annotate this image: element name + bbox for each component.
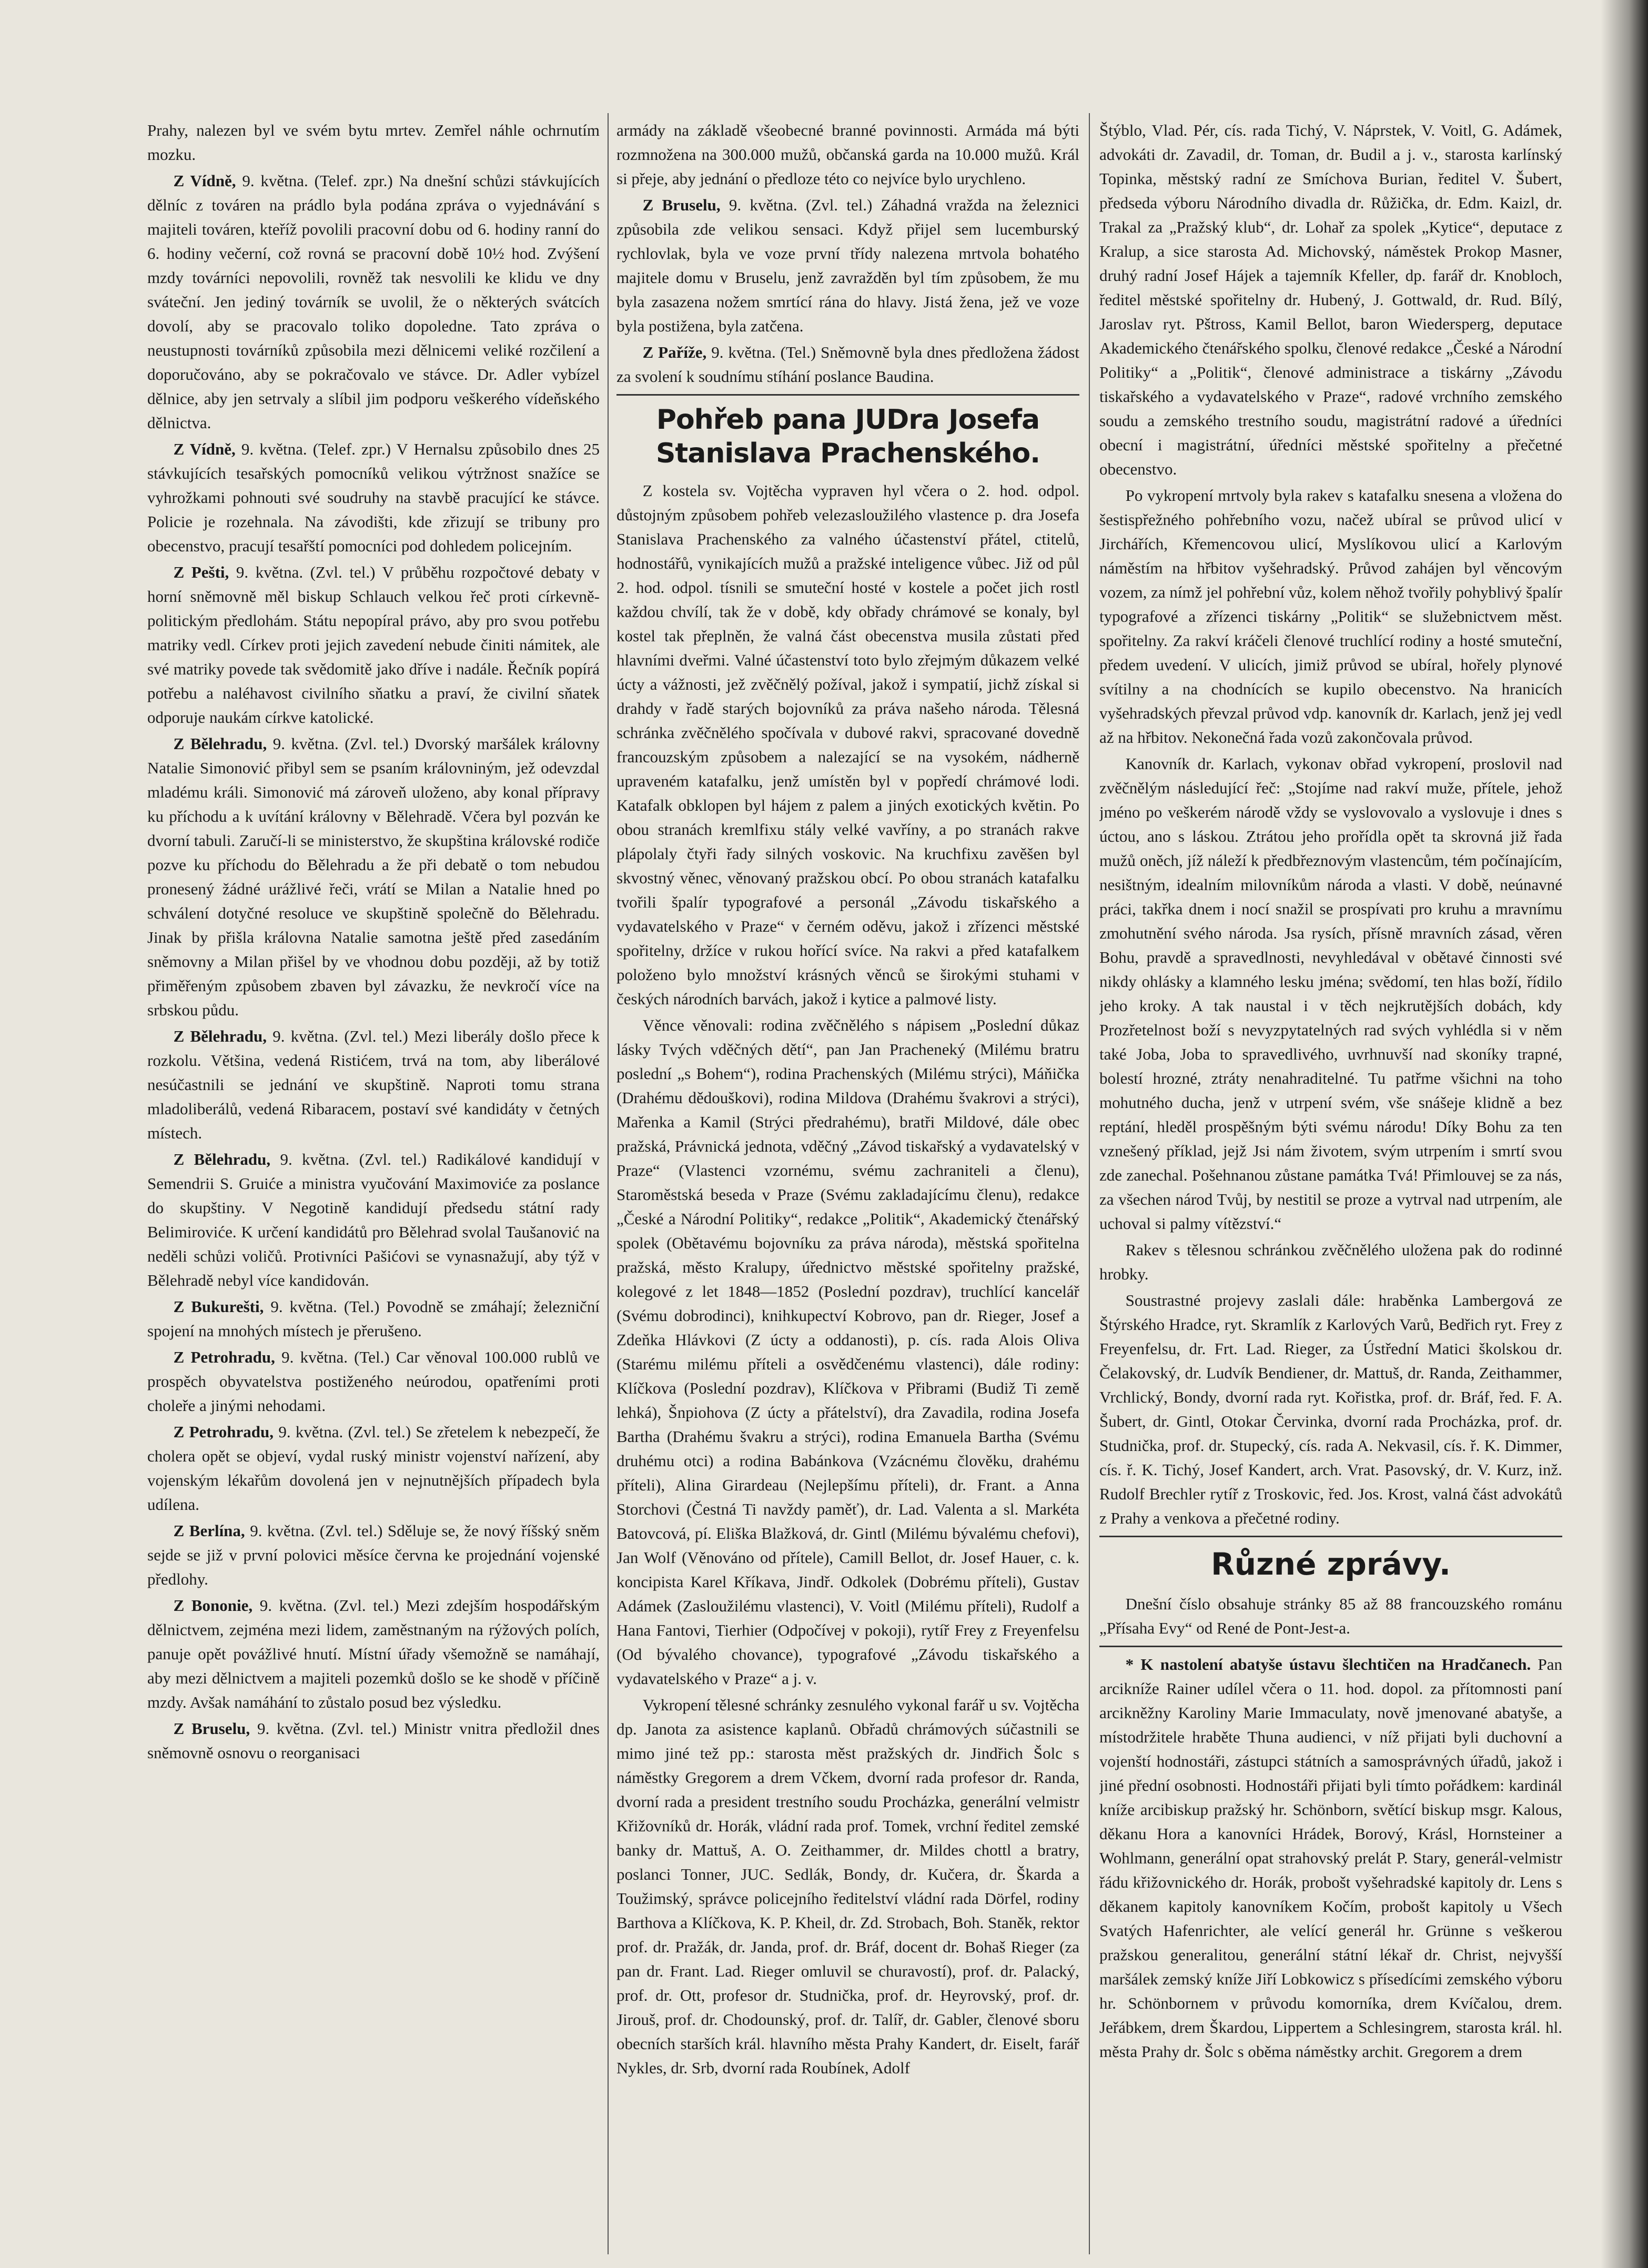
news-text: 9. května. (Zvl. tel.) Dvorský maršálek královny Natalie Simonović přibyl sem se psaním královniným, jež odevzdal mladému králi. Simonović má zároveň uloženo, aby konal přípravy ku příchodu a k uvítání královny v Bělehradě. Včera byl pozván ke dvorní tabuli. Zaručí-li se ministerstvo, že skupština královské rodiče pozve ku příchodu do Bělehradu a že při debatě o tom nebudou pronesený žádné urážlivé řeči, vrátí se Milan a Natalie hned po schválení dotyčné resoluce ve skupštině společně do Bělehradu. Jinak by přišla královna Natalie samotna ještě před zasedáním sněmovny a Milan přišel by ve vhodnou dobu později, až by totiž přiměřeným způsobem zbaven byl závazku, že nevkročí více na srbskou půdu.: [147, 734, 600, 1019]
dateline: Z Bělehradu,: [173, 1150, 271, 1168]
news-item: [147, 732, 600, 1022]
column-middle: [616, 118, 1079, 2249]
news-text: 9. května. (Telef. zpr.) Na dnešní schůzi stávkujících dělníc z továren na prádlo byla podána zpráva o vyjednávání s majiteli továren, kteříž povolili pracovní dobu od 6. hodiny ranní do 6. hodiny večerní, což rovná se pracovní době 10½ hod. Zvýšení mzdy továrníci nepovolili, rovněž tak nesvolili ke klidu ve dny sváteční. Jen jediný továrník se uvolil, že o některých svátcích dovolí, aby se pracovalo toliko dopoledne. Tato zpráva o neustupnosti továrníků způsobila mezi dělnicemi veliké rozčilení a doporučováno, aby se pokračovalo ve stávce. Dr. Adler vybízel dělnice, aby jen setrvaly a slíbil jim podporu veškerého vídeňského dělnictva.: [147, 172, 600, 432]
news-item: [616, 193, 1079, 338]
article-text: Rakev s tělesnou schránkou zvěčnělého uložena pak do rodinné hrobky.: [1099, 1241, 1562, 1283]
news-subheading: * K nastolení abatyše ústavu šlechtičen na Hradčanech.: [1125, 1655, 1531, 1674]
news-text: 9. května. (Zvl. tel.) Se zřetelem k nebezpečí, že cholera opět se objeví, vydal ruský ministr vojenství nařízení, aby vojenským lékařům dovolená jen v nejnutnějších případech byla udílena.: [147, 1423, 600, 1514]
dateline: Z Petrohradu,: [173, 1423, 274, 1441]
article-text: Soustrastné projevy zaslali dále: hraběnka Lambergová ze Štýrského Hradce, ryt. Skramlík z Karlových Varů, Bedřich ryt. Frey z Freyenfelsu, dr. Frt. Lad. Rieger, za Ústřední Matici školskou dr. Čelakovský, dr. Ludvík Bendiener, dr. Mattuš, dr. Randa, Zeithammer, Vrchlický, Bondy, dvorní rada ryt. Kořistka, prof. dr. Bráf, řed. F. A. Šubert, dr. Gintl, Otokar Červinka, dvorní rada Procházka, prof. dr. Studnička, prof. dr. Stupecký, cís. rada A. Nekvasil, cís. ř. K. Dimmer, cís. ř. K. Tichý, Josef Kandert, arch. Vrat. Pasovský, dr. V. Kurz, inž. Rudolf Brechler rytíř z Troskovic, řed. Jos. Krost, valná část advokátů z Prahy a venkova a přečetné rodiny.: [1099, 1291, 1562, 1527]
news-text: 9. května. (Zvl. tel.) Radikálové kandidují v Semendrii S. Gruiće a ministra vyučování Maximoviće za poslance do skupštiny. V Negotině kandidují předsedu státní rady Belimiroviće. K určení kandidátů pro Bělehrad svolal Taušanović na neděli schůzi voličů. Protivníci Pašićovi se vynasnažují, aby týž v Bělehradě nebyl více kandidován.: [147, 1150, 600, 1289]
article-text: Prahy, nalezen byl ve svém bytu mrtev. Zemřel náhle ochrnutím mozku.: [147, 121, 600, 164]
news-text: 9. května. (Tel.) Sněmovně byla dnes předložena žádost za svolení k soudnímu stíhání poslance Baudina.: [616, 343, 1079, 386]
article-text: Z kostela sv. Vojtěcha vypraven hyl včera o 2. hod. odpol. důstojným způsobem pohřeb velezasloužilého vlastence p. dra Josefa Stanislava Prachenského za valného účastenství přátel, ctitelů, hodnostářů, vynikajících mužů a pražské inteligence vůbec. Již od půl 2. hod. odpol. tísnili se smuteční hosté v kostele a počet jich rostl každou chvílí, tak že v době, kdy obřady chrámové se konaly, byl kostel tak přeplněn, že valná část obecenstva musila zůstati před hlavními dveřmi. Valné účastenství toto bylo zřejmým důkazem velké úcty a vážnosti, jež zvěčnělý požíval, jakož i sympatií, jichž získal si drahdy v řadě starých bojovníků za práva našeho národa. Tělesná schránka zvěčnělého spočívala v dubové rakvi, spracované dovedně francouzským způsobem a nalezající se na vysokém, nádherně upraveném katafalku, jenž umístěn byl v popředí chrámové lodi. Katafalk obklopen byl hájem z palem a jiných exotických květin. Po obou stranách kremlfixu stály velké vavříny, a po stranách rakve plápolaly čtyři řady silných voskovic. Na kruchfixu zavěšen byl skvostný věnec, věnovaný pražskou obcí. Po obou stranách katafalku tvořili špalír typografové a personál „Závodu tiskařského a vydavatelského v Praze“ v černém oděvu, jakož i zřízenci městské spořitelny, držíce v rukou hořící svíce. Na rakvi a před katafalkem položeno bylo množství krásných věnců se širokými stuhami v českých národních barvách, jakož i kytice a palmové listy.: [616, 481, 1079, 1008]
news-text: Pan arcikníže Rainer udílel včera o 11. hod. dopol. za přítomnosti paní arcikněžny Karoliny Marie Immaculaty, nově jmenované abatyše, a místodržitele hraběte Thuna audienci, v níž přijati byli duchovní a vojenští hodnostáři, zástupci státních a samosprávných úřadů, jakož i jiné přední osobnosti. Hodnostáři přijati byli tímto pořádkem: kardinál kníže arcibiskup pražský hr. Schönborn, světící biskup msgr. Kalous, děkanu Hora a kanovníci Hrádek, Borový, Krásl, Hornsteiner a Wohlmann, generální opat strahovský prelát P. Stary, generál-velmistr řádu křižovnického dr. Horák, probošt vyšehradské kapitoly dr. Lens s děkanem kapitoly kanovníkem Kočím, probošt kapitoly u Všech Svatých Hafenrichter, ale velící generál hr. Grünne s veškerou pražskou generalitou, generální státní lékař dr. Christ, nejvyšší maršálek zemský kníže Jiří Lobkowicz s přísedícími zemského výboru hr. Schönbornem v průvodu komorníka, drem Kvíčalou, drem. Jeřábkem, drem Škardou, Lippertem a Schlesingrem, starosta král. hl. města Prahy dr. Šolc s oběma náměstky archit. Gregorem a drem: [1099, 1655, 1562, 2061]
dateline: Z Petrohradu,: [173, 1348, 275, 1366]
article-text: Kanovník dr. Karlach, vykonav obřad vykropení, proslovil nad zvěčnělým následující řeč: „Stojíme nad rakví muže, přítele, jehož jméno po veškerém národě vždy se vyslovovalo a vyslovuje i dnes s úctou, ano s láskou. Ztrátou jeho prořídla opět ta skrovná již řada mužů oněch, jíž náleží k předbřeznovým vlastencům, tém počínajícím, nesištným, idealním milovníkům národa a vlasti. V době, neúnavné práci, takřka dnem i nocí snažil se prospívati pro kruhu a mravnímu zmohutnění svého národa. Jsa rysích, přísně mravních zásad, věren Bohu, pravdě a spravedlnosti, nevyhledával v obětavé činnosti své nikdy ohlásky a klamného lesku jména; svědomí, ten hlas boží, řídilo jeho kroky. A tak naustal i v těch nejkrutějších dobách, kdy Prozřetelnost boží s nevyzpytatelných rad svých vyhlédla si v něm také Joba, Joba to spravedlivého, uvrhnuvší nad skoníky trapné, bolestí hrozné, ztráty nenahraditelné. Tu patřme všichni na toho mohutného ducha, jenž v utrpení svém, vše snášeje klidně a bez reptání, hleděl prospěšným býti svému národu! Díky Bohu za ten vznešený příklad, jejž Jsi nám životem, svým utrpením i smrtí svou zde zanechal. Pošehnanou zůstane památka Tvá! Přimlouvej se za nás, za všechen národ Tvůj, by nestitil se proze a vytrval nad utrpením, ale uchoval si palmy vítězství.“: [1099, 754, 1562, 1233]
news-item: [616, 340, 1079, 389]
news-item: [147, 1420, 600, 1517]
dateline: Z Bělehradu,: [173, 734, 267, 753]
news-item: [147, 1594, 600, 1715]
news-text: 9. května. (Tel.) Car věnoval 100.000 rublů ve prospěch obyvatelstva postiženého neúrodou, opatřeními proti choleře a jinými nehodami.: [147, 1348, 600, 1415]
news-item: [147, 1717, 600, 1765]
news-text: 9. května. (Zvl. tel.) Ministr vnitra předložil dnes sněmovně osnovu o reorganisaci: [147, 1719, 600, 1762]
misc-news-headline: Různé zprávy.: [1211, 1546, 1451, 1582]
section-divider: [1099, 1536, 1562, 1537]
article-text: Vykropení tělesné schránky zesnulého vykonal farář u sv. Vojtěcha dp. Janota za asistence kaplanů. Obřadů chrámových súčastnili se mimo jiné tež pp.: starosta měst pražských dr. Jindřich Šolc s náměstky Gregorem a drem Včkem, dvorní rada profesor dr. Randa, dvorní rada a president trestního soudu Procházka, generální velmistr Křižovníků dr. Horák, vládní rada prof. Tomek, vrchní ředitel zemské banky dr. Mattuš, A. O. Zeithammer, dr. Mildes chottl a bratry, poslanci Tonner, JUC. Sedlák, Bondy, dr. Kučera, dr. Škarda a Toužimský, správce policejního ředitelství vládní rada Dörfel, rodiny Barthova a Klíčkova, K. P. Kheil, dr. Zd. Strobach, Boh. Staněk, rektor prof. dr. Pražák, dr. Janda, prof. dr. Bráf, docent dr. Bohaš Rieger (za pan dr. Frant. Lad. Rieger omluvil se churavostí), prof. dr. Palacký, prof. dr. Ott, profesor dr. Studnička, prof. dr. Heyrovský, prof. dr. Jirouš, prof. dr. Chodounský, prof. dr. Talíř, dr. Gabler, členové sboru obecních starších král. hlavního města Prahy Kandert, dr. Eiselt, farář Nykles, dr. Srb, dvorní rada Roubínek, Adolf: [616, 1696, 1079, 2077]
news-item: [147, 1345, 600, 1418]
dateline: Z Paříže,: [642, 343, 707, 361]
dateline: Z Bruselu,: [642, 196, 721, 214]
news-text: 9. května. (Zvl. tel.) Záhadná vražda na železnici způsobila zde velikou sensaci. Když přijel sem lucemburský rychlovlak, byla ve voze první třídy nalezena mrtvola bohatého majitele domu v Bruselu, jenž zavražděn byl tím způsobem, že mu byla zasazena nožem smrtící rána do hlavy. Jistá žena, jež ve voze byla postižena, byla zatčena.: [616, 196, 1079, 335]
news-item: [147, 1295, 600, 1343]
column-rule-1: [608, 113, 609, 2254]
dateline: Z Vídně,: [173, 440, 236, 458]
page-binding-shadow: [1601, 0, 1648, 2268]
news-text: 9. května. (Zvl. tel.) Mezi liberály došlo přece k rozkolu. Většina, vedená Ristićem, trvá na tom, aby liberálové nesúčastnili se jednání ve skupštině. Naproti tomu strana mladoliberálů, vedená Ribaracem, postaví své kandidáty v četných místech.: [147, 1027, 600, 1142]
news-text: 9. května. (Zvl. tel.) Sděluje se, že nový říšský sněm sejde se již v první polovici měsíce června ke projednání vojenské předlohy.: [147, 1521, 600, 1588]
news-item: [1099, 1652, 1562, 2064]
column-right: [1099, 118, 1562, 2249]
column-left: [147, 118, 600, 2249]
news-item: [147, 1147, 600, 1293]
news-item: [147, 1519, 600, 1591]
dateline: Z Bělehradu,: [173, 1027, 267, 1045]
news-item: [147, 560, 600, 730]
section-divider: [1099, 1646, 1562, 1647]
news-item: [147, 437, 600, 558]
article-text: Věnce věnovali: rodina zvěčnělého s nápisem „Poslední důkaz lásky Tvých vděčných dětí“, pan Jan Pracheneký (Milému bratru poslední „s Bohem“), rodina Prachenských (Milému strýci), Máňička (Drahému dědouškovi), rodina Mildova (Drahému švakrovi a strýci), Mařenka a Kamil (Strýci předrahému), bratři Mildové, dále obec pražská, Právnická jednota, vděčný „Závod tiskařský a vydavatelský v Praze“ (Vlastenci vzornému, svému zachraniteli a členu), Staroměstská beseda v Praze (Svému zakladajícímu členu), redakce „České a Národní Politiky“, redakce „Politik“, Akademický čtenářský spolek (Obětavému bojovníku za práva národa), městská spořitelna pražská, město Kralupy, úřednictvo městské spořitelny pražské, kolegové z let 1848—1852 (Poslední pozdrav), truchlící kancelář (Svému dobrodinci), knihkupectví Kobrovo, pan dr. Rieger, Josef a Zdeňka Hlávkovi (Z úcty a oddanosti), p. cís. rada Alois Oliva (Starému milému příteli a osvědčenému vlastenci), dále rodiny: Klíčkova (Poslední pozdrav), Klíčkova v Přibrami (Budiž Ti země lehká), Šnpiohova (Z úcty a přátelství), dra Zavadila, rodina Josefa Bartha (Drahému švakru a strýci), rodina Emanuela Bartha (Svému druhému otci) a rodina Babánkova (Vzácnému člověku, drahému příteli), Alina Girardeau (Nejlepšímu příteli), dr. Frant. a Anna Storchovi (Čestná Ti navždy paměť), dr. Lad. Valenta a sl. Markéta Batovcová, pí. Eliška Blažková, dr. Gintl (Milému bývalému chefovi), Jan Wolf (Věnováno od přítele), Camill Bellot, dr. Josef Hauer, c. k. koncipista Karel Kříkava, Jindř. Odkolek (Dobrému příteli), Gustav Adámek (Zasloužilému vlastenci), V. Voitl (Milému příteli), Rudolf a Hana Fantovi, Tierhier (Odpočívej v pokoji), rytíř Frey z Freyenfelsu (Od bývalého chovance), typografové „Závodu tiskařského a vydavatelského v Praze“ a j. v.: [616, 1016, 1079, 1688]
dateline: Z Bononie,: [173, 1596, 253, 1615]
news-text: 9. května. (Telef. zpr.) V Hernalsu způsobilo dnes 25 stávkujících tesařských pomocníků velikou výtržnost snažíce se vyhrožkami pohnouti své soudruhy na stavbě pracující ke stávce. Policie je rozehnala. Na závodišti, kde zřizují se tribuny pro obecenstvo, pracují tesařští pomocníci pod dohledem policejním.: [147, 440, 600, 555]
dateline: Z Vídně,: [173, 172, 236, 190]
funeral-headline: Pohřeb pana JUDra Josefa Stanislava Prachenského.: [655, 404, 1040, 469]
dateline: Z Bruselu,: [173, 1719, 250, 1738]
news-item: [147, 169, 600, 435]
article-text: Po vykropení mrtvoly byla rakev s katafalku snesena a vložena do šestispřežného pohřebního vozu, načež ubíral se průvod ulicí v Jirchářích, Křemencovou ulicí, Myslíkovou ulicí a Karlovým náměstím na hřbitov vyšehradský. Průvod zahájen byl věncovým vozem, za nímž jel pohřební vůz, kolem něhož tvořily pohyblivý špalír typografové a zřízenci tiskárny „Politik“ se služebnictvem měst. spořitelny. Za rakví kráčeli členové truchlící rodiny a hosté smuteční, předem uvedení. V ulicích, jimiž průvod se ubíral, hořely plynové svítilny a na chodnících se kupilo obecenstvo. Na hranicích vyšehradských převzal průvod vdp. kanovník dr. Karlach, jenž jej vedl až na hřbitov. Nekonečná řada vozů zakončovala průvod.: [1099, 486, 1562, 747]
column-rule-2: [1089, 113, 1090, 2254]
dateline: Z Berlína,: [173, 1521, 245, 1540]
news-text: 9. května. (Tel.) Povodně se zmáhají; železniční spojení na mnohých místech je přerušeno.: [147, 1297, 600, 1340]
article-text: Dnešní číslo obsahuje stránky 85 až 88 francouzského románu „Přísaha Evy“ od René de Pont-Jest-a.: [1099, 1595, 1562, 1637]
article-text: Štýblo, Vlad. Pér, cís. rada Tichý, V. Náprstek, V. Voitl, G. Adámek, advokáti dr. Zavadil, dr. Toman, dr. Budil a j. v., starosta karlínský Topinka, městský radní ze Smíchova Burian, ředitel V. Šubert, předseda výboru Národního divadla dr. Růžička, dr. Edm. Kaizl, dr. Trakal za „Pražský klub“, dr. Lohař za spolek „Kytice“, deputace z Kralup, a sice starosta Ad. Michovský, náměstek Prokop Masner, druhý radní Josef Hájek a tajemník Kfeller, dp. farář dr. Knobloch, ředitel městské spořitelny dr. Hubený, J. Gottwald, dr. Rud. Bílý, Jaroslav ryt. Pštross, Kamil Bellot, baron Wiedersperg, deputace Akademického čtenářského spolku, členové redakce „České a Národní Politiky“ a „Politik“, členové administrace a tiskárny „Závodu tiskařského a vydavatelského v Praze“, radové vrchního zemského soudu a zemského trestního soudu, magistrátní radové a úředníci obecní i magistrátní, úředníci městské spořitelny a přečetné obecenstvo.: [1099, 121, 1562, 478]
dateline: Z Pešti,: [173, 563, 229, 581]
news-text: 9. května. (Zvl. tel.) Mezi zdejším hospodářským dělnictvem, zejména mezi lidem, zaměstnaným na rýžových polích, panuje opět povážlivé hnutí. Místní úřady všemožně se namáhají, aby mezi dělnictvem a majiteli pozemků došlo se ke shodě v příčině mzdy. Avšak namáhání to zůstalo posud bez výsledku.: [147, 1596, 600, 1711]
section-divider: [616, 394, 1079, 396]
news-item: [147, 1024, 600, 1145]
news-text: 9. května. (Zvl. tel.) V průběhu rozpočtové debaty v horní sněmovně měl biskup Schlauch velkou řeč proti církevně-politickým předlohám. Státu nepopíral právo, aby pro svou potřebu matriky vedl. Církev proti jejich zavedení nebude činiti námitek, ale své matriky povede tak svědomitě jako dříve i nadále. Řečník popírá potřebu a naléhavost civilního sňatku a praví, že civilní sňatek odporuje naukám církve katolické.: [147, 563, 600, 727]
article-text: armády na základě všeobecné branné povinnosti. Armáda má býti rozmnožena na 300.000 mužů, občanská garda na 10.000 mužů. Král si přeje, aby jednání o předloze této co nejvíce bylo urychleno.: [616, 121, 1079, 188]
dateline: Z Bukurešti,: [173, 1297, 264, 1316]
